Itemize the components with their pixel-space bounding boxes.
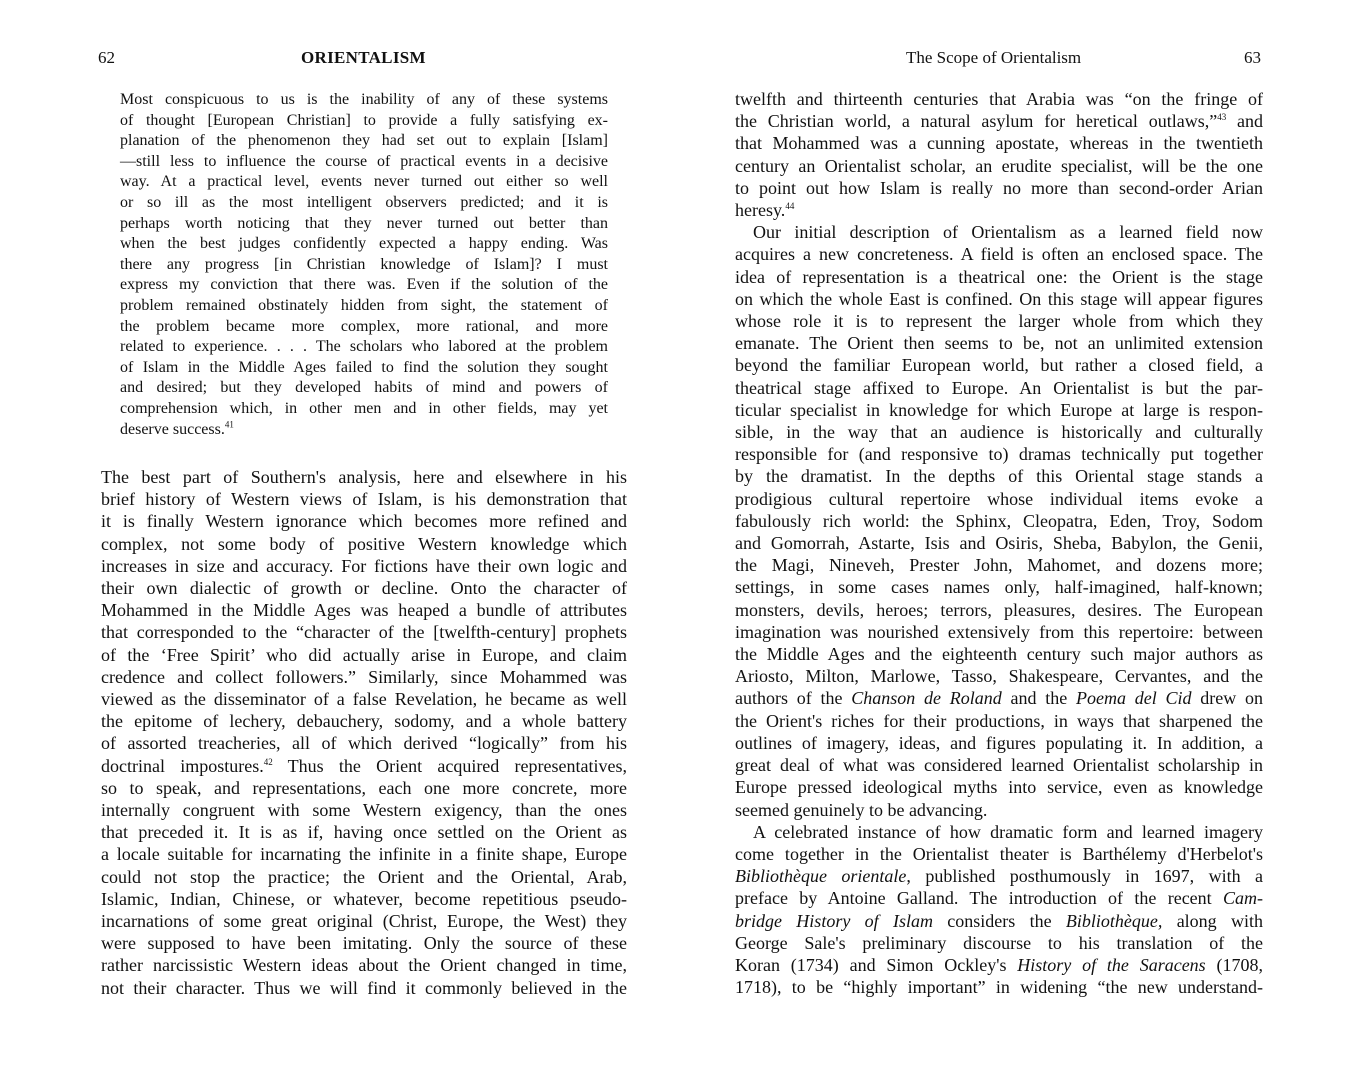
body-line: the Magi, Nineveh, Prester John, Mahomet, and dozens more; [735, 555, 1263, 576]
body-line: were supposed to have been imitating. Only the source of these [101, 933, 627, 954]
italic-title: Cam- [1223, 888, 1263, 909]
body-line: viewed as the disseminator of a false Revelation, he became as well [101, 689, 627, 710]
quote-line: comprehension which, in other men and in other fields, may yet [120, 399, 608, 417]
body-line: by the dramatist. In the depths of this Oriental stage stands a [735, 466, 1263, 487]
body-line: twelfth and thirteenth centuries that Arabia was “on the fringe of [735, 89, 1263, 109]
body-line: George Sale's preliminary discourse to his translation of the [735, 932, 1263, 953]
body-line [735, 887, 1263, 909]
body-line: great deal of what was considered learned Orientalist scholarship in [735, 755, 1263, 776]
italic-title: Bibliothèque orientale [735, 866, 907, 887]
body-text: (1708, [1205, 954, 1263, 975]
body-text: considers the [932, 910, 1066, 931]
quote-text: deserve success. [120, 420, 225, 438]
body-line: Islamic, Indian, Chinese, or whatever, become repetitious pseudo- [101, 888, 627, 909]
body-line [101, 755, 627, 777]
quote-line: problem remained obstinately hidden from sight, the statement of [120, 296, 608, 314]
quote-line: and desired; but they developed habits of mind and powers of [120, 379, 608, 397]
body-line: increases in size and accuracy. For fictions have their own logic and [101, 555, 627, 576]
body-text: along with [1162, 910, 1263, 931]
quote-line: Most conspicuous to us is the inability of any of these systems [120, 91, 608, 108]
footnote-marker: 42 [263, 756, 273, 767]
body-line: theatrical stage affixed to Europe. An Orientalist is but the par- [735, 377, 1263, 398]
body-text: authors of the [735, 688, 852, 709]
quote-line: of Islam in the Middle Ages failed to find the solution they sought [120, 358, 608, 376]
body-line [735, 954, 1263, 976]
quote-line: way. At a practical level, events never turned out either so well [120, 173, 608, 191]
quote-line: related to experience. . . . The scholars who labored at the problem [120, 338, 608, 356]
footnote-marker: 44 [785, 201, 795, 212]
body-line: that preceded it. It is as if, having once settled on the Orient as [101, 822, 627, 843]
running-head-left: ORIENTALISM [301, 48, 426, 67]
body-text: and [1226, 111, 1263, 132]
body-line: beyond the familiar European world, but rather a closed field, a [735, 355, 1263, 376]
body-line: of assorted treacheries, all of which derived “logically” from his [101, 733, 627, 754]
body-line: their own dialectic of growth or decline. Onto the character of [101, 578, 627, 599]
quote-line: there any progress [in Christian knowledge of Islam]? I must [120, 255, 608, 273]
body-line: Ariosto, Milton, Marlowe, Tasso, Shakespeare, Cervantes, and the [735, 666, 1263, 687]
body-text: , published posthumously in 1697, with a [906, 866, 1264, 887]
body-line: responsible for (and responsive to) dramas technically put together [735, 444, 1263, 465]
body-line: the Orient's riches for their productions, in ways that sharpened the [735, 710, 1263, 731]
quote-line: the problem became more complex, more rational, and more [120, 317, 608, 335]
body-line: credence and collect followers.” Similarly, since Mohammed was [101, 666, 627, 687]
body-line: The best part of Southern's analysis, here and elsewhere in his [101, 467, 627, 487]
footnote-marker: 43 [1217, 112, 1227, 123]
body-line: whose role it is to represent the larger whole from which they [735, 311, 1263, 332]
body-line: it is finally Western ignorance which becomes more refined and [101, 511, 627, 532]
body-line: complex, not some body of positive Western knowledge which [101, 533, 627, 554]
body-line [735, 910, 1263, 932]
body-line: prodigious cultural repertoire whose individual items evoke a [735, 488, 1263, 509]
body-text: and the [1001, 688, 1077, 709]
body-text: drew on [1191, 688, 1264, 709]
quote-line: when the best judges confidently expected a happy ending. Was [120, 235, 608, 253]
running-head-right: The Scope of Orientalism [906, 48, 1082, 67]
body-line: rather narcissistic Western ideas about the Orient changed in time, [101, 955, 627, 976]
body-line: could not stop the practice; the Orient and the Oriental, Arab, [101, 866, 627, 887]
body-line: so to speak, and representations, each one more concrete, more [101, 777, 627, 798]
body-line: century an Orientalist scholar, an erudite specialist, will be the one [735, 155, 1263, 176]
body-text: preface by Antoine Galland. The introduction of the recent [735, 888, 1223, 909]
quote-line: planation of the phenomenon they had set out to explain [Islam] [120, 132, 608, 150]
left-body-text [101, 466, 627, 999]
body-line: fabulously rich world: the Sphinx, Cleopatra, Eden, Troy, Sodom [735, 510, 1263, 531]
body-text: doctrinal impostures. [101, 755, 264, 776]
body-line: not their character. Thus we will find it commonly believed in the [101, 977, 627, 998]
body-line: that corresponded to the “character of the [twelfth-century] prophets [101, 622, 627, 643]
body-line: imagination was nourished extensively from this repertoire: between [735, 621, 1263, 642]
quote-line: of thought [European Christian] to provide a fully satisfying ex- [120, 111, 608, 129]
body-line: outlines of imagery, ideas, and figures populating it. In addition, a [735, 732, 1263, 753]
body-line [735, 687, 1263, 709]
quote-line: perhaps worth noticing that they never turned out better than [120, 214, 608, 232]
quote-line-last [120, 420, 608, 441]
body-text: Koran (1734) and Simon Ockley's [735, 954, 1018, 975]
right-body-text [735, 88, 1263, 998]
body-line: Our initial description of Orientalism as a learned field now [753, 222, 1263, 243]
body-line: the Middle Ages and the eighteenth century such major authors as [735, 644, 1263, 665]
footnote-marker: 41 [224, 419, 234, 430]
body-line: idea of representation is a theatrical one: the Orient is the stage [735, 266, 1263, 287]
body-line: and Gomorrah, Astarte, Isis and Osiris, Sheba, Babylon, the Genii, [735, 533, 1263, 554]
body-text: Thus the Orient acquired representatives, [272, 755, 627, 776]
body-line: that Mohammed was a cunning apostate, whereas in the twentieth [735, 133, 1263, 154]
body-line: a locale suitable for incarnating the infinite in a finite shape, Europe [101, 844, 627, 865]
body-line: sible, in the way that an audience is historically and culturally [735, 422, 1263, 443]
body-line: monsters, devils, heroes; terrors, pleasures, desires. The European [735, 599, 1263, 620]
quote-line: —still less to influence the course of practical events in a decisive [120, 152, 608, 170]
body-text: heresy. [735, 200, 786, 221]
body-line: the epitome of lechery, debauchery, sodomy, and a whole battery [101, 711, 627, 732]
body-line: ticular specialist in knowledge for which Europe at large is respon- [735, 399, 1263, 420]
body-line: seemed genuinely to be advancing. [735, 799, 988, 820]
body-line: to point out how Islam is really no more than second-order Arian [735, 177, 1263, 198]
italic-title: Poema del Cid [1076, 688, 1192, 709]
quote-line: or so ill as the most intelligent observers predicted; and it is [120, 193, 608, 211]
body-line: Europe pressed ideological myths into service, even as knowledge [735, 777, 1263, 798]
italic-title: Chanson de Roland [851, 688, 1002, 709]
body-line: on which the whole East is confined. On this stage will appear figures [735, 288, 1263, 309]
block-quote [120, 90, 608, 440]
body-line [735, 110, 1263, 132]
body-line [735, 865, 1263, 887]
page-number-left: 62 [98, 48, 115, 67]
italic-title: Bibliothèque, [1065, 910, 1163, 931]
body-line: incarnations of some great original (Christ, Europe, the West) they [101, 911, 627, 932]
body-line [735, 199, 1263, 221]
body-line: settings, in some cases names only, half-imagined, half-known; [735, 577, 1263, 598]
body-line: of the ‘Free Spirit’ who did actually arise in Europe, and claim [101, 644, 627, 665]
body-line: internally congruent with some Western exigency, than the ones [101, 800, 627, 821]
body-line: come together in the Orientalist theater is Barthélemy d'Herbelot's [735, 843, 1263, 864]
italic-title: bridge History of Islam [735, 910, 933, 931]
body-line: Mohammed in the Middle Ages was heaped a bundle of attributes [101, 600, 627, 621]
body-text: the Christian world, a natural asylum for heretical outlaws,” [735, 111, 1218, 132]
body-line: brief history of Western views of Islam, is his demonstration that [101, 489, 627, 510]
body-line: acquires a new concreteness. A field is often an enclosed space. The [735, 244, 1263, 265]
right-page [681, 0, 1362, 1080]
quote-line: express my conviction that there was. Even if the solution of the [120, 276, 608, 294]
body-line: emanate. The Orient then seems to be, not an unlimited extension [735, 333, 1263, 354]
body-line: 1718), to be “highly important” in widening “the new understand- [735, 977, 1263, 998]
italic-title: History of the Saracens [1017, 954, 1206, 975]
page-number-right: 63 [1244, 48, 1261, 67]
body-line: A celebrated instance of how dramatic form and learned imagery [753, 821, 1263, 842]
